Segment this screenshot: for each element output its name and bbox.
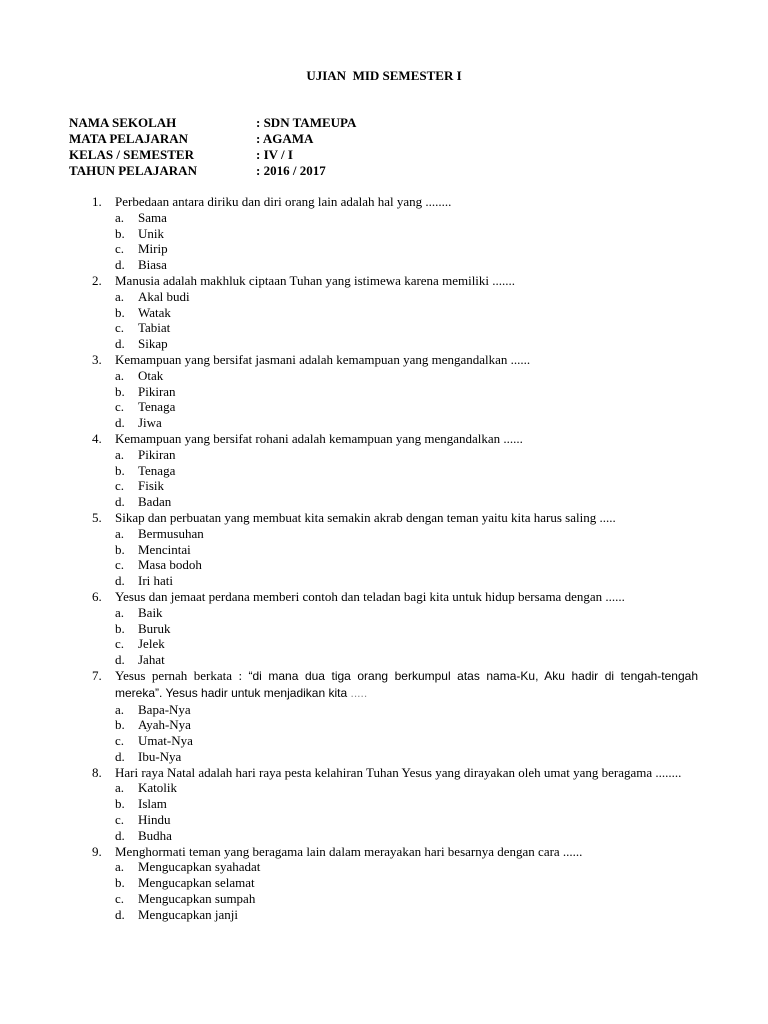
option-text: Unik <box>138 225 164 241</box>
question-7 <box>92 668 698 765</box>
option-a <box>115 780 698 796</box>
info-value: : SDN TAMEUPA <box>256 115 357 130</box>
option-letter: b. <box>115 383 125 399</box>
option-a <box>115 605 698 621</box>
info-row-school <box>69 115 356 131</box>
option-list <box>115 526 698 589</box>
info-label: MATA PELAJARAN <box>69 131 189 146</box>
option-b <box>115 621 698 637</box>
question-text: Sikap dan perbuatan yang membuat kita semakin akrab dengan teman yaitu kita harus saling ..... <box>115 509 616 525</box>
option-c <box>115 636 698 652</box>
option-text: Pikiran <box>138 446 176 462</box>
question-9 <box>92 844 698 923</box>
option-text: Bermusuhan <box>138 525 204 541</box>
option-a <box>115 526 698 542</box>
option-b <box>115 226 698 242</box>
option-b <box>115 463 698 479</box>
option-b <box>115 542 698 558</box>
info-value: : 2016 / 2017 <box>256 163 326 178</box>
info-label: TAHUN PELAJARAN <box>69 163 197 178</box>
question-number: 6. <box>92 588 102 604</box>
question-text <box>115 668 698 702</box>
question-text: Menghormati teman yang beragama lain dalam merayakan hari besarnya dengan cara ...... <box>115 843 583 859</box>
option-letter: c. <box>115 557 125 573</box>
option-letter: b. <box>115 462 125 478</box>
option-text: Tenaga <box>138 399 176 415</box>
option-text: Buruk <box>138 620 171 636</box>
question-text: Hari raya Natal adalah hari raya pesta kelahiran Tuhan Yesus yang dirayakan oleh umat yang beragama ........ <box>115 764 682 780</box>
question-number: 9. <box>92 843 102 859</box>
option-text: Watak <box>138 304 171 320</box>
exam-title: UJIAN MID SEMESTER I <box>306 68 462 83</box>
option-letter: a. <box>115 780 125 796</box>
option-list <box>115 368 698 431</box>
info-row-class-semester <box>69 147 356 163</box>
option-letter: c. <box>115 891 125 907</box>
option-letter: c. <box>115 733 125 749</box>
option-letter: b. <box>115 620 125 636</box>
option-text: Jiwa <box>138 415 162 431</box>
option-letter: c. <box>115 478 125 494</box>
option-text: Islam <box>138 796 167 812</box>
question-6 <box>92 589 698 668</box>
question-text-part: . Yesus hadir untuk menjadikan kita <box>159 685 351 700</box>
info-row-school-year <box>69 163 356 179</box>
option-letter: b. <box>115 304 125 320</box>
option-letter: c. <box>115 320 125 336</box>
option-text: Mencintai <box>138 541 191 557</box>
option-text: Budha <box>138 827 172 843</box>
option-a <box>115 447 698 463</box>
question-3 <box>92 352 698 431</box>
option-text: Katolik <box>138 780 177 796</box>
option-b <box>115 717 698 733</box>
option-letter: d. <box>115 573 125 589</box>
option-letter: d. <box>115 415 125 431</box>
option-text: Otak <box>138 367 164 383</box>
option-text: Tenaga <box>138 462 176 478</box>
option-d <box>115 652 698 668</box>
question-8 <box>92 765 698 844</box>
option-letter: d. <box>115 336 125 352</box>
option-letter: a. <box>115 604 125 620</box>
option-b <box>115 875 698 891</box>
info-value: : IV / I <box>256 147 293 162</box>
option-b <box>115 384 698 400</box>
question-4 <box>92 431 698 510</box>
option-c <box>115 241 698 257</box>
option-text: Mengucapkan janji <box>138 906 238 922</box>
option-a <box>115 289 698 305</box>
option-text: Jelek <box>138 636 165 652</box>
option-text: Baik <box>138 604 163 620</box>
question-text: Kemampuan yang bersifat rohani adalah kemampuan yang mengandalkan ...... <box>115 430 523 446</box>
option-text: Badan <box>138 494 172 510</box>
option-text: Mirip <box>138 241 168 257</box>
info-label: KELAS / SEMESTER <box>69 147 194 162</box>
option-letter: b. <box>115 875 125 891</box>
option-c <box>115 320 698 336</box>
option-letter: c. <box>115 399 125 415</box>
info-row-subject <box>69 131 356 147</box>
option-d <box>115 573 698 589</box>
option-text: Tabiat <box>138 320 171 336</box>
option-text: Akal budi <box>138 288 190 304</box>
option-letter: a. <box>115 367 125 383</box>
option-d <box>115 907 698 923</box>
option-text: Sama <box>138 209 167 225</box>
option-text: Mengucapkan syahadat <box>138 859 261 875</box>
option-letter: a. <box>115 209 125 225</box>
question-list <box>92 194 698 923</box>
question-number: 5. <box>92 509 102 525</box>
option-c <box>115 399 698 415</box>
option-letter: d. <box>115 257 125 273</box>
option-text: Mengucapkan selamat <box>138 875 255 891</box>
option-a <box>115 859 698 875</box>
question-1 <box>92 194 698 273</box>
option-letter: c. <box>115 241 125 257</box>
option-d <box>115 336 698 352</box>
info-label: NAMA SEKOLAH <box>69 115 177 130</box>
question-number: 7. <box>92 667 102 683</box>
option-letter: d. <box>115 494 125 510</box>
option-letter: d. <box>115 906 125 922</box>
question-text: Perbedaan antara diriku dan diri orang lain adalah hal yang ........ <box>115 194 452 209</box>
option-text: Fisik <box>138 478 165 494</box>
option-d <box>115 257 698 273</box>
question-number: 3. <box>92 351 102 367</box>
option-list <box>115 780 698 843</box>
option-text: Sikap <box>138 336 168 352</box>
question-number: 2. <box>92 272 102 288</box>
question-text-part: Yesus pernah berkata : <box>115 667 249 683</box>
option-letter: b. <box>115 225 125 241</box>
option-text: Ayah-Nya <box>138 717 191 733</box>
option-text: Iri hati <box>138 573 174 589</box>
option-text: Umat-Nya <box>138 733 193 749</box>
option-letter: a. <box>115 701 125 717</box>
option-c <box>115 557 698 573</box>
option-b <box>115 796 698 812</box>
option-list <box>115 859 698 922</box>
option-letter: d. <box>115 652 125 668</box>
option-text: Mengucapkan sumpah <box>138 891 256 907</box>
answer-blank: ..... <box>350 685 368 700</box>
question-number: 4. <box>92 430 102 446</box>
option-list <box>115 605 698 668</box>
option-a <box>115 210 698 226</box>
option-letter: a. <box>115 859 125 875</box>
question-number: 1. <box>92 194 102 209</box>
option-letter: b. <box>115 796 125 812</box>
option-b <box>115 305 698 321</box>
option-list <box>115 447 698 510</box>
question-text: Yesus dan jemaat perdana memberi contoh dan teladan bagi kita untuk hidup bersama dengan ...... <box>115 588 625 604</box>
option-text: Hindu <box>138 812 171 828</box>
question-2 <box>92 273 698 352</box>
question-text: Kemampuan yang bersifat jasmani adalah kemampuan yang mengandalkan ...... <box>115 351 531 367</box>
option-text: Masa bodoh <box>138 557 202 573</box>
option-letter: b. <box>115 541 125 557</box>
option-d <box>115 415 698 431</box>
option-letter: b. <box>115 717 125 733</box>
option-text: Ibu-Nya <box>138 748 182 764</box>
option-c <box>115 733 698 749</box>
option-text: Jahat <box>138 652 165 668</box>
question-number: 8. <box>92 764 102 780</box>
option-d <box>115 494 698 510</box>
option-text: Pikiran <box>138 383 176 399</box>
question-5 <box>92 510 698 589</box>
option-letter: c. <box>115 636 125 652</box>
info-value: : AGAMA <box>256 131 314 146</box>
option-letter: a. <box>115 288 125 304</box>
option-list <box>115 702 698 765</box>
option-c <box>115 812 698 828</box>
question-text: Manusia adalah makhluk ciptaan Tuhan yang istimewa karena memiliki ....... <box>115 272 516 288</box>
option-letter: d. <box>115 827 125 843</box>
option-letter: a. <box>115 446 125 462</box>
option-letter: a. <box>115 525 125 541</box>
quoted-verse: “di mana dua tiga orang berkumpul atas nama-Ku, Aku hadir di tengah-tengah mereka” <box>115 668 698 700</box>
option-d <box>115 749 698 765</box>
option-letter: c. <box>115 812 125 828</box>
option-letter: d. <box>115 748 125 764</box>
option-list <box>115 210 698 273</box>
option-c <box>115 478 698 494</box>
option-text: Biasa <box>138 257 167 273</box>
option-c <box>115 891 698 907</box>
option-list <box>115 289 698 352</box>
option-a <box>115 702 698 718</box>
exam-info-block <box>69 115 356 179</box>
option-d <box>115 828 698 844</box>
option-text: Bapa-Nya <box>138 701 191 717</box>
option-a <box>115 368 698 384</box>
